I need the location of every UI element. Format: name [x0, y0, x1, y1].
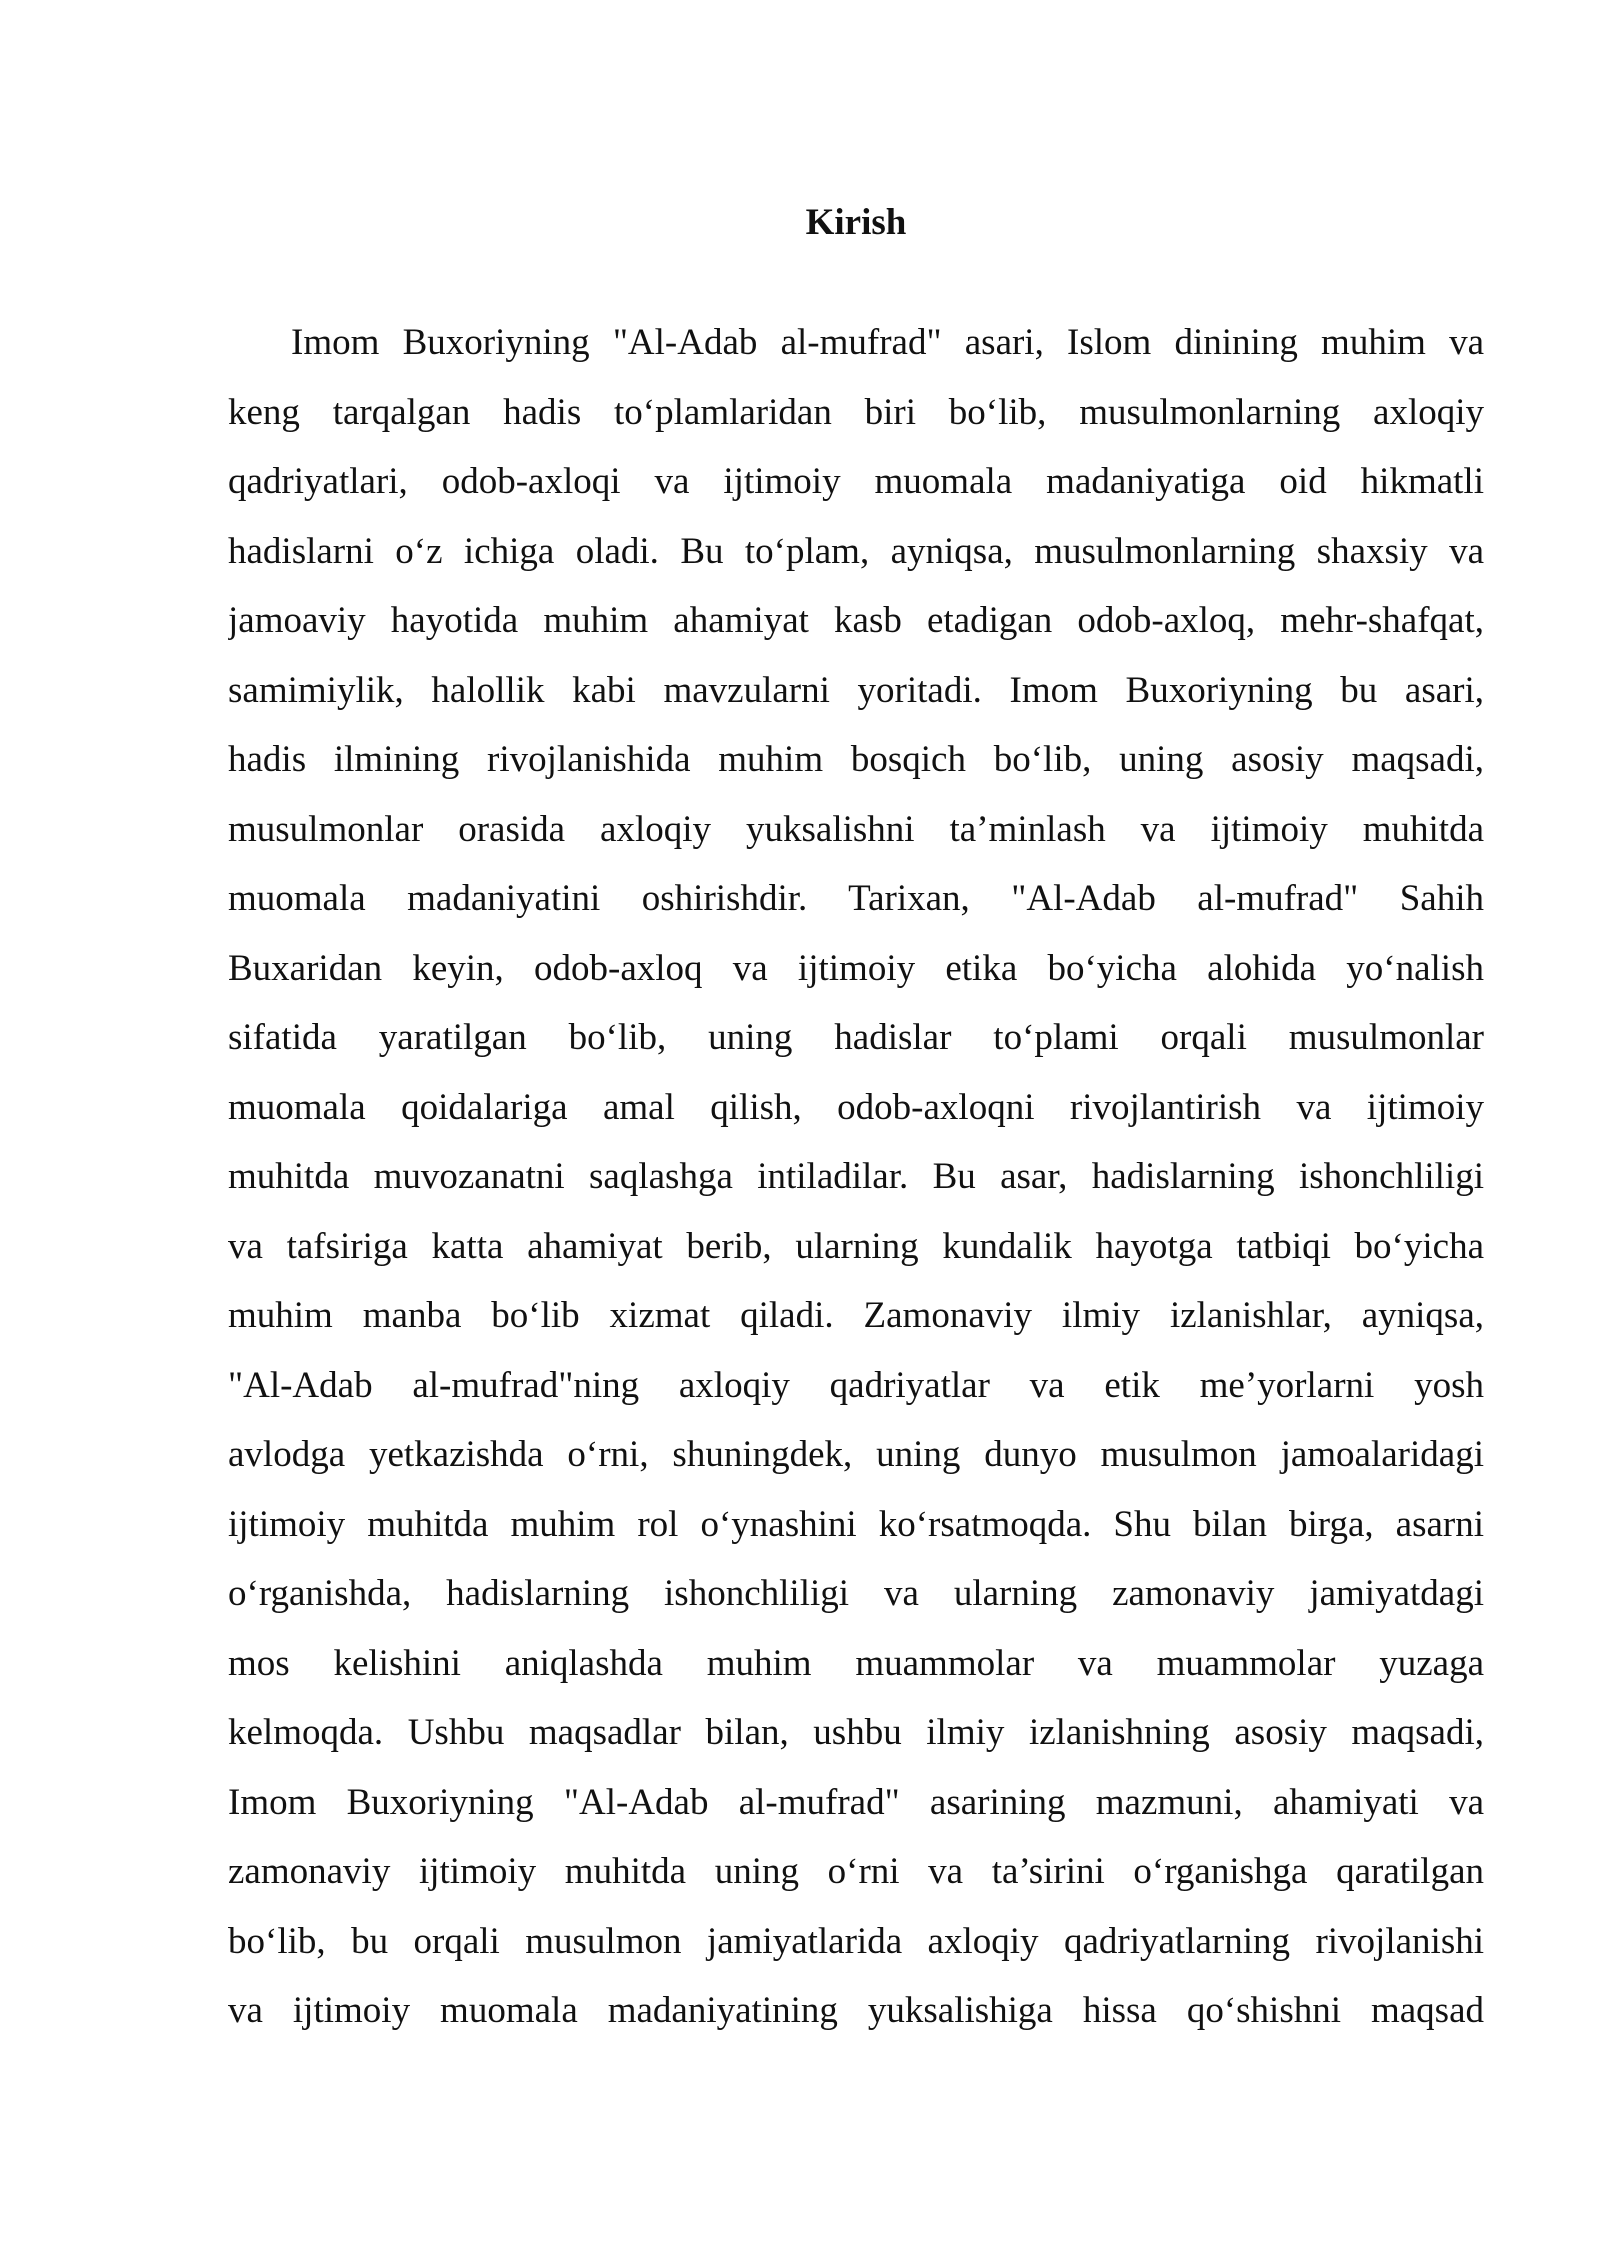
paragraph-line: mos kelishini aniqlashda muhim muammolar va muammolar yuzaga: [228, 1642, 1484, 1684]
body-paragraph: [228, 308, 1484, 2046]
paragraph-line: va ijtimoiy muomala madaniyatining yuksalishiga hissa qo‘shishni maqsad: [228, 1990, 1484, 2031]
paragraph-line: Buxaridan keyin, odob-axloq va ijtimoiy etika bo‘yicha alohida yo‘nalish: [228, 947, 1484, 989]
paragraph-line: muomala qoidalariga amal qilish, odob-axloqni rivojlantirish va ijtimoiy: [228, 1086, 1484, 1128]
paragraph-line: kelmoqda. Ushbu maqsadlar bilan, ushbu ilmiy izlanishning asosiy maqsadi,: [228, 1712, 1484, 1753]
paragraph-line: muhim manba bo‘lib xizmat qiladi. Zamonaviy ilmiy izlanishlar, ayniqsa,: [228, 1295, 1484, 1336]
paragraph-line: Imom Buxoriyning "Al-Adab al-mufrad" asarining mazmuni, ahamiyati va: [228, 1781, 1484, 1823]
paragraph-line: hadislarni o‘z ichiga oladi. Bu to‘plam, ayniqsa, musulmonlarning shaxsiy va: [228, 530, 1484, 572]
paragraph-line: sifatida yaratilgan bo‘lib, uning hadislar to‘plami orqali musulmonlar: [228, 1017, 1484, 1058]
paragraph-line: jamoaviy hayotida muhim ahamiyat kasb etadigan odob-axloq, mehr-shafqat,: [228, 600, 1484, 641]
paragraph-line: muhitda muvozanatni saqlashga intiladilar. Bu asar, hadislarning ishonchliligi: [228, 1156, 1484, 1197]
paragraph-line: musulmonlar orasida axloqiy yuksalishni ta’minlash va ijtimoiy muhitda: [228, 808, 1484, 850]
paragraph-line: avlodga yetkazishda o‘rni, shuningdek, uning dunyo musulmon jamoalaridagi: [228, 1434, 1484, 1475]
paragraph-line: Imom Buxoriyning "Al-Adab al-mufrad" asari, Islom dinining muhim va: [291, 322, 1484, 363]
paragraph-line: bo‘lib, bu orqali musulmon jamiyatlarida axloqiy qadriyatlarning rivojlanishi: [228, 1920, 1484, 1962]
paragraph-line: "Al-Adab al-mufrad"ning axloqiy qadriyatlar va etik me’yorlarni yosh: [228, 1364, 1484, 1406]
paragraph-line: o‘rganishda, hadislarning ishonchliligi va ularning zamonaviy jamiyatdagi: [228, 1573, 1484, 1614]
paragraph-line: ijtimoiy muhitda muhim rol o‘ynashini ko‘rsatmoqda. Shu bilan birga, asarni: [228, 1503, 1484, 1545]
paragraph-line: zamonaviy ijtimoiy muhitda uning o‘rni va ta’sirini o‘rganishga qaratilgan: [228, 1851, 1484, 1892]
paragraph-line: samimiylik, halollik kabi mavzularni yoritadi. Imom Buxoriyning bu asari,: [228, 669, 1484, 711]
paragraph-line: va tafsiriga katta ahamiyat berib, ularning kundalik hayotga tatbiqi bo‘yicha: [228, 1225, 1484, 1267]
paragraph-line: keng tarqalgan hadis to‘plamlaridan biri bo‘lib, musulmonlarning axloqiy: [228, 391, 1484, 433]
paragraph-line: qadriyatlari, odob-axloqi va ijtimoiy muomala madaniyatiga oid hikmatli: [228, 461, 1484, 502]
section-heading: Kirish: [805, 202, 907, 243]
paragraph-line: muomala madaniyatini oshirishdir. Tarixan, "Al-Adab al-mufrad" Sahih: [228, 878, 1484, 919]
paragraph-line: hadis ilmining rivojlanishida muhim bosqich bo‘lib, uning asosiy maqsadi,: [228, 739, 1484, 780]
